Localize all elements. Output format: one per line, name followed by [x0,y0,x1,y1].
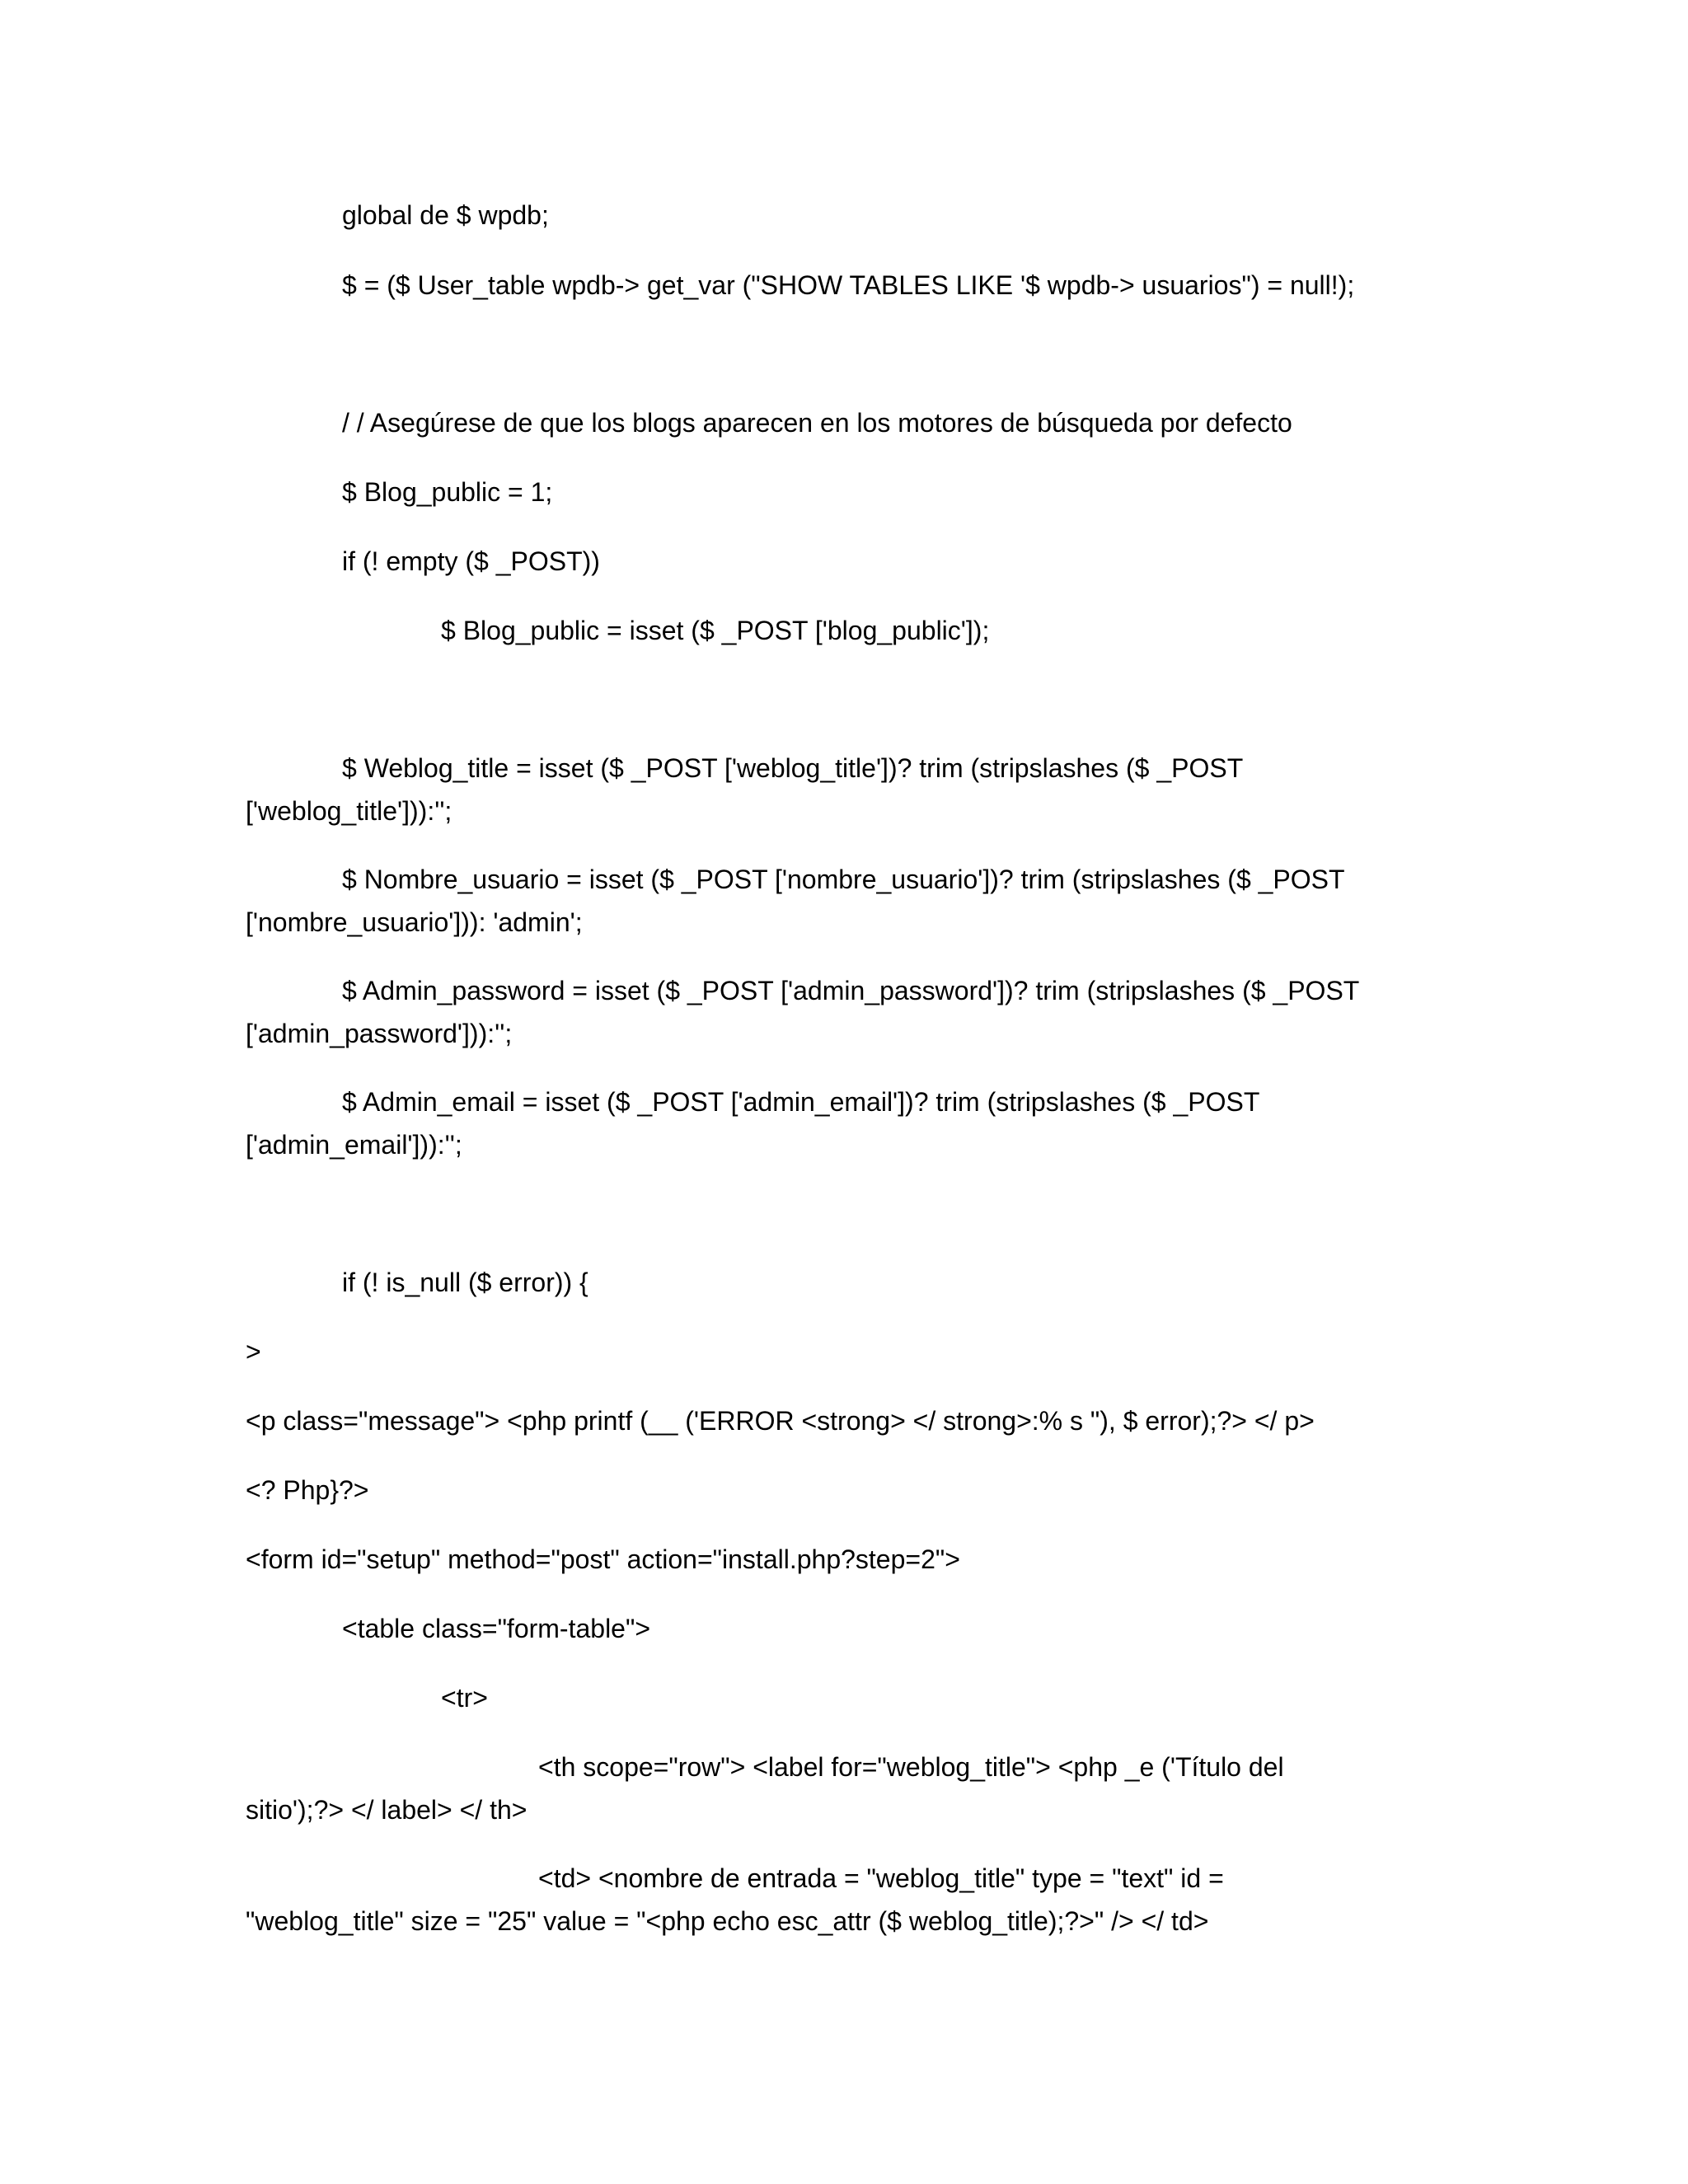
code-line: <tr> [441,1683,488,1713]
code-line: <? Php}?> [246,1475,369,1505]
code-line: <form id="setup" method="post" action="install.php?step=2"> [246,1544,960,1574]
code-line-continuation: ['weblog_title'])):''; [246,796,452,826]
code-line: global de $ wpdb; [342,200,549,230]
code-line: $ = ($ User_table wpdb-> get_var ("SHOW TABLES LIKE '$ wpdb-> usuarios") = null!); [342,270,1355,300]
code-line: > [246,1337,261,1366]
code-line: $ Weblog_title = isset ($ _POST ['weblog_title'])? trim (stripslashes ($ _POST [342,753,1244,783]
code-line: $ Admin_password = isset ($ _POST ['admin_password'])? trim (stripslashes ($ _POST [342,976,1360,1005]
code-line: $ Blog_public = 1; [342,477,553,507]
code-line: <td> <nombre de entrada = "weblog_title" type = "text" id = [538,1863,1224,1893]
code-line-continuation: sitio');?> </ label> </ th> [246,1795,528,1825]
code-line: <th scope="row"> <label for="weblog_title"> <php _e ('Título del [538,1752,1284,1782]
code-line: <table class="form-table"> [342,1614,651,1643]
code-line: if (! empty ($ _POST)) [342,546,600,576]
code-line-continuation: "weblog_title" size = "25" value = "<php echo esc_attr ($ weblog_title);?>" /> </ td> [246,1906,1209,1936]
code-line: $ Nombre_usuario = isset ($ _POST ['nombre_usuario'])? trim (stripslashes ($ _POST [342,865,1345,894]
code-line: $ Blog_public = isset ($ _POST ['blog_public']); [441,616,990,645]
code-line-continuation: ['admin_password'])):''; [246,1019,513,1048]
code-line: <p class="message"> <php printf (__ ('ERROR <strong> </ strong>:% s "), $ error);?> </ p> [246,1406,1315,1436]
code-line: if (! is_null ($ error)) { [342,1268,588,1297]
code-comment-line: / / Asegúrese de que los blogs aparecen en los motores de búsqueda por defecto [342,408,1292,438]
code-line-continuation: ['admin_email'])):''; [246,1130,462,1160]
code-line-continuation: ['nombre_usuario'])): 'admin'; [246,907,583,937]
code-line: $ Admin_email = isset ($ _POST ['admin_email'])? trim (stripslashes ($ _POST [342,1087,1260,1117]
